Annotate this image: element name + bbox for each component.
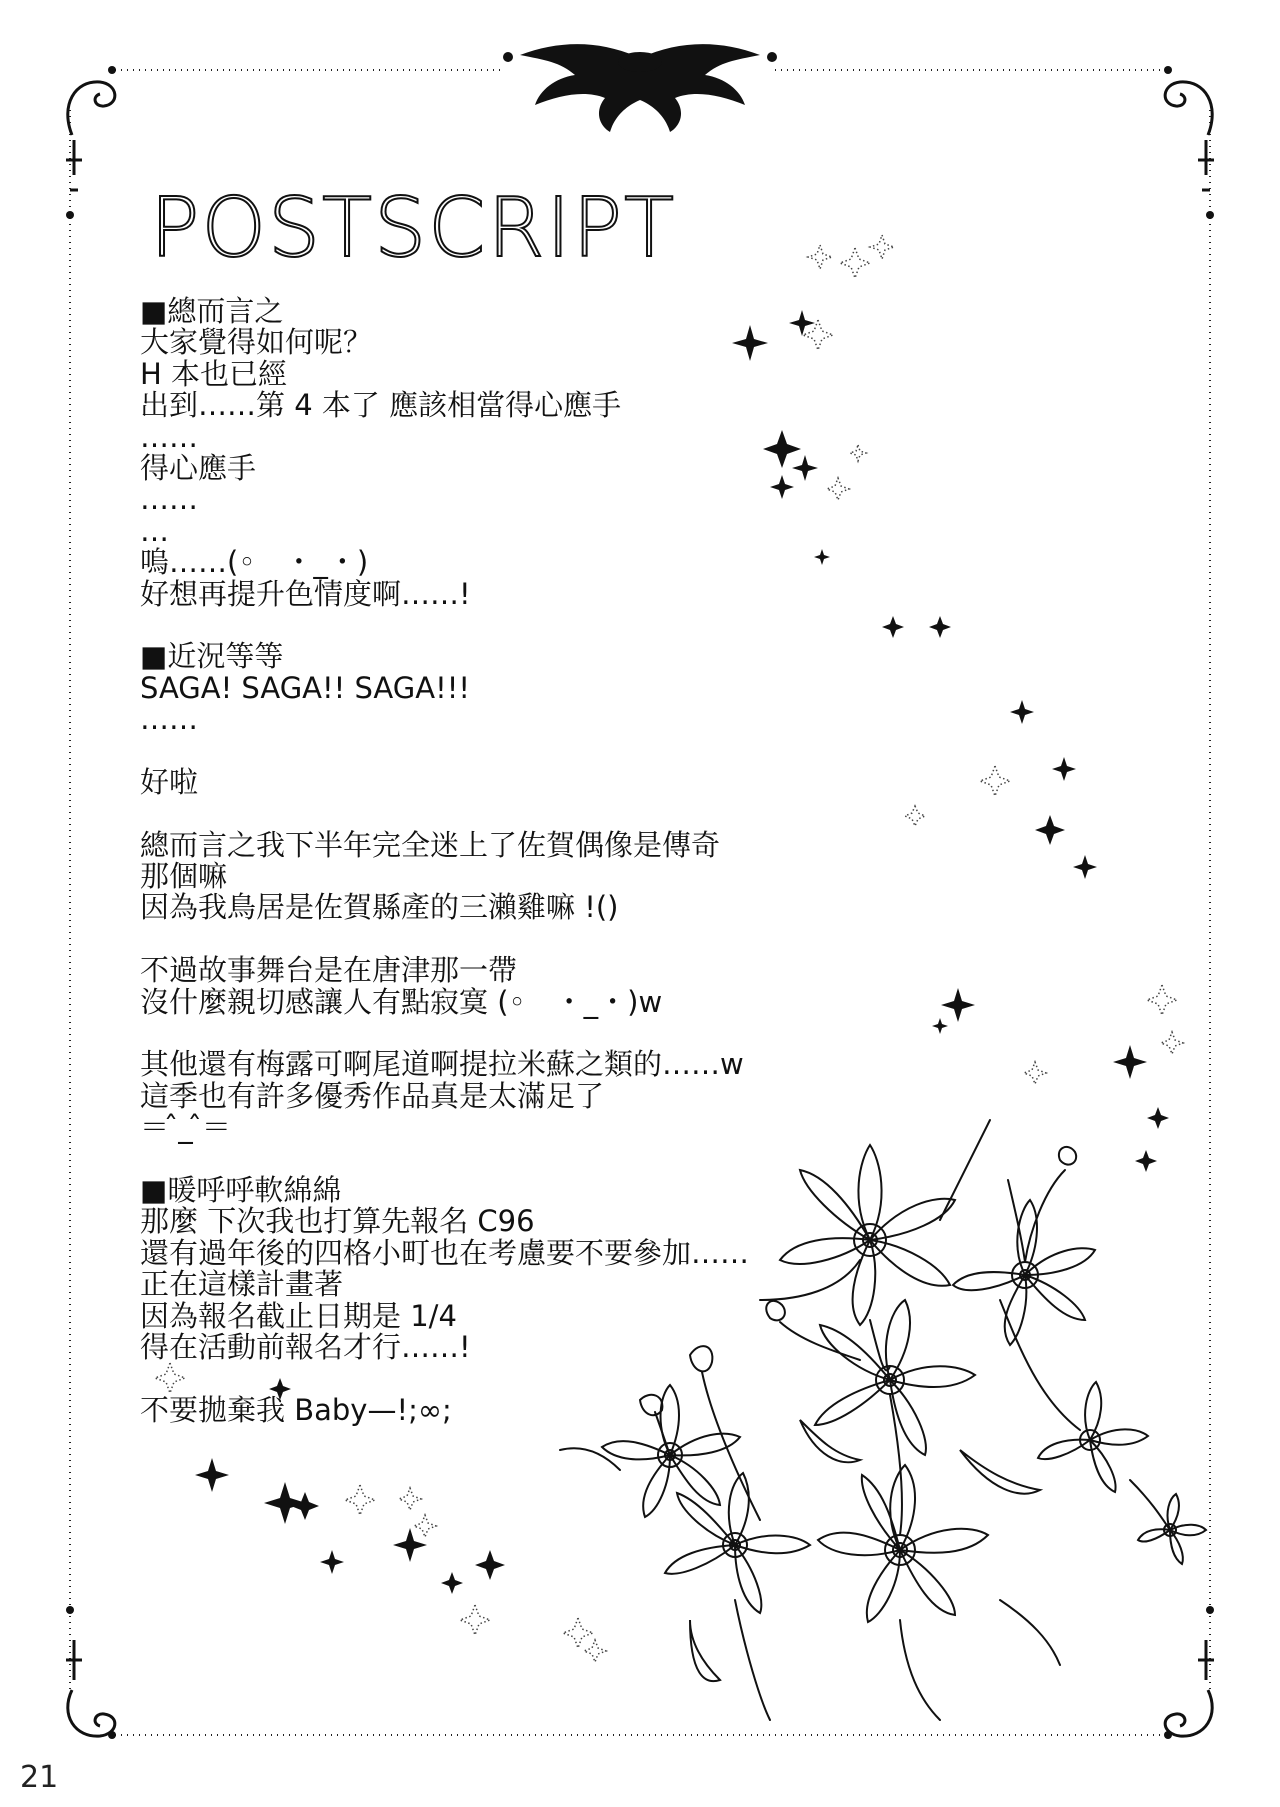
text-line bbox=[140, 735, 840, 766]
text-line: 得在活動前報名才行……! bbox=[140, 1329, 471, 1364]
text-line: 得心應手 bbox=[140, 450, 257, 485]
postscript-body bbox=[140, 296, 840, 1426]
text-line: … bbox=[140, 513, 169, 548]
flower-icon bbox=[953, 1200, 1095, 1345]
text-line: 好想再提升色情度啊……! bbox=[140, 576, 471, 611]
flower-icon bbox=[1038, 1382, 1148, 1492]
page-title: POSTSCRIPT bbox=[150, 181, 677, 276]
text-line: 不要拋棄我 Baby—!;∞; bbox=[140, 1392, 452, 1427]
text-line: 其他還有梅露可啊尾道啊提拉米蘇之類的……w bbox=[140, 1047, 744, 1082]
text-line: ＝ ̂_ ̂＝ bbox=[140, 1110, 231, 1145]
text-line: 沒什麼親切感讓人有點寂寞 (◦ ・_・)w bbox=[140, 984, 663, 1019]
text-line: …… bbox=[140, 482, 198, 517]
text-line bbox=[140, 1144, 840, 1175]
flower-icon bbox=[818, 1465, 988, 1622]
text-line: 那麼 下次我也打算先報名 C96 bbox=[140, 1204, 535, 1239]
text-line: …… bbox=[140, 702, 198, 737]
text-line bbox=[140, 610, 840, 641]
flower-icon bbox=[665, 1473, 810, 1613]
text-line: H 本也已經 bbox=[140, 356, 288, 391]
flower-icon bbox=[1138, 1494, 1206, 1564]
text-line: 因為報名截止日期是 1/4 bbox=[140, 1298, 457, 1333]
text-line bbox=[140, 924, 840, 955]
flower-bud bbox=[1059, 1147, 1076, 1165]
text-line: …… bbox=[140, 419, 198, 454]
text-line: ■近況等等 bbox=[140, 639, 284, 674]
text-line: 嗚……(◦ ・_・) bbox=[140, 545, 369, 580]
text-line bbox=[140, 798, 840, 829]
top-ornament-icon bbox=[503, 44, 777, 132]
text-line: 那個嘛 bbox=[140, 859, 228, 894]
text-line bbox=[140, 1018, 840, 1049]
text-line: 不過故事舞台是在唐津那一帶 bbox=[140, 953, 518, 988]
text-line: 因為我鳥居是佐賀縣產的三瀨雞嘛 !() bbox=[140, 890, 619, 925]
text-line: SAGA! SAGA!! SAGA!!! bbox=[140, 670, 470, 705]
text-line: 好啦 bbox=[140, 764, 199, 799]
text-line bbox=[140, 1363, 840, 1394]
text-line: 出到……第 4 本了 應該相當得心應手 bbox=[140, 388, 622, 423]
text-line: 總而言之我下半年完全迷上了佐賀偶像是傳奇 bbox=[140, 827, 721, 862]
text-line: ■總而言之 bbox=[140, 294, 284, 328]
text-line: 正在這樣計畫著 bbox=[140, 1267, 344, 1302]
text-line: ■暖呼呼軟綿綿 bbox=[140, 1172, 342, 1207]
page-number: 21 bbox=[20, 1760, 59, 1795]
flower-bud bbox=[690, 1620, 720, 1681]
text-line: 大家覺得如何呢？ bbox=[140, 325, 373, 360]
text-line: 還有過年後的四格小町也在考慮要不要參加…… bbox=[140, 1235, 750, 1270]
text-line: 這季也有許多優秀作品真是太滿足了 bbox=[140, 1078, 605, 1113]
